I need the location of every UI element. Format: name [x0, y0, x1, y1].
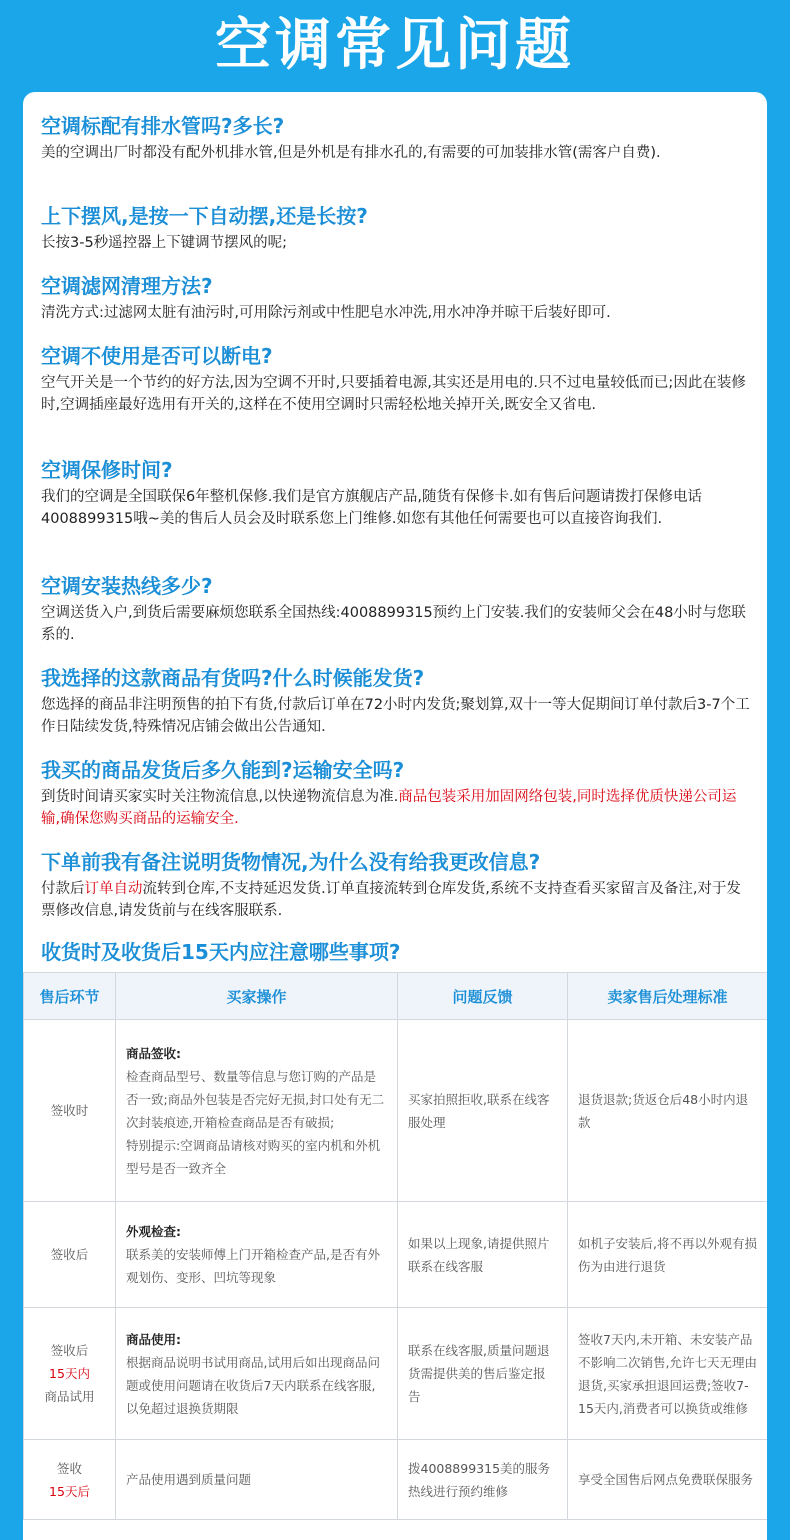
faq-question: 空调标配有排水管吗?多长?	[41, 114, 285, 138]
feedback-cell: 联系在线客服,质量问题退货需提供美的售后鉴定报告	[398, 1308, 568, 1440]
after-sales-table	[23, 972, 767, 1520]
feedback-cell: 如果以上现象,请提供照片联系在线客服	[398, 1202, 568, 1308]
faq-question: 空调安装热线多少?	[41, 574, 213, 598]
faq-item	[41, 848, 753, 922]
stage-cell: 签收后	[24, 1202, 116, 1308]
faq-answer	[41, 786, 753, 830]
action-cell	[116, 1202, 398, 1308]
action-text: 检查商品型号、数量等信息与您订购的产品是否一致;商品外包装是否完好无损,封口处有无二次封装痕迹,开箱检查商品是否有破损;	[126, 1068, 385, 1130]
stage-cell: 签收 15天后	[24, 1440, 116, 1520]
faq-item	[41, 342, 753, 416]
faq-answer	[41, 878, 753, 922]
table-row	[24, 1308, 768, 1440]
faq-item	[41, 938, 753, 966]
faq-item	[41, 112, 753, 164]
action-note: 特别提示:空调商品请核对购买的室内机和外机型号是否一致齐全	[126, 1137, 381, 1176]
page-title: 空调常见问题	[215, 13, 575, 78]
standard-cell: 享受全国售后网点免费联保服务	[568, 1440, 768, 1520]
faq-question: 我选择的这款商品有货吗?什么时候能发货?	[41, 666, 425, 690]
action-title: 商品签收:	[126, 1045, 181, 1061]
action-title: 外观检查:	[126, 1224, 181, 1239]
faq-question: 空调滤网清理方法?	[41, 274, 213, 298]
faq-question: 我买的商品发货后多久能到?运输安全吗?	[41, 758, 405, 782]
faq-question: 收货时及收货后15天内应注意哪些事项?	[41, 940, 401, 964]
action-text: 根据商品说明书试用商品,试用后如出现商品问题或使用问题请在收货后7天内联系在线客服,以免超过退换货期限	[126, 1354, 380, 1416]
table-row	[24, 1202, 768, 1308]
table-header: 售后环节	[24, 973, 116, 1020]
feedback-cell: 买家拍照拒收,联系在线客服处理	[398, 1020, 568, 1202]
faq-answer-text: 到货时间请买家实时关注物流信息,以快递物流信息为准.	[41, 789, 399, 805]
action-cell	[116, 1020, 398, 1202]
faq-question: 空调不使用是否可以断电?	[41, 344, 273, 368]
faq-answer: 空调送货入户,到货后需要麻烦您联系全国热线:4008899315预约上门安装.我们的安装师父会在48小时与您联系的.	[41, 605, 746, 643]
standard-cell: 退货退款;货返仓后48小时内退款	[568, 1020, 768, 1202]
faq-answer: 您选择的商品非注明预售的拍下有货,付款后订单在72小时内发货;聚划算,双十一等大促期间订单付款后3-7个工作日陆续发货,特殊情况店铺会做出公告通知.	[41, 697, 750, 735]
faq-answer: 我们的空调是全国联保6年整机保修.我们是官方旗舰店产品,随货有保修卡.如有售后问题请拨打保修电话4008899315哦~美的售后人员会及时联系您上门维修.如您有其他任何需要也可以直接咨询我们.	[41, 489, 703, 527]
faq-question: 空调保修时间?	[41, 458, 173, 482]
action-text: 联系美的安装师傅上门开箱检查产品,是否有外观划伤、变形、凹坑等现象	[126, 1247, 380, 1285]
table-row	[24, 1440, 768, 1520]
table-header-row	[24, 973, 768, 1020]
faq-item	[41, 756, 753, 830]
table-row	[24, 1020, 768, 1202]
faq-answer-highlight: 商品包装采用加固网络包装,同时选择优质快递公司运输,确保您购买商品的运输安全.	[41, 789, 737, 827]
faq-item	[41, 664, 753, 738]
feedback-cell: 拨4008899315美的服务热线进行预约维修	[398, 1440, 568, 1520]
faq-card	[23, 92, 767, 1540]
faq-question: 下单前我有备注说明货物情况,为什么没有给我更改信息?	[41, 850, 541, 874]
faq-answer: 清洗方式:过滤网太脏有油污时,可用除污剂或中性肥皂水冲洗,用水冲净并晾干后装好即可.	[41, 305, 611, 321]
faq-item	[41, 202, 753, 254]
faq-question: 上下摆风,是按一下自动摆,还是长按?	[41, 204, 368, 228]
stage-cell: 签收时	[24, 1020, 116, 1202]
faq-answer: 长按3-5秒遥控器上下键调节摆风的呢;	[41, 235, 288, 251]
action-cell	[116, 1308, 398, 1440]
faq-item	[41, 272, 753, 324]
faq-answer-text: 付款后	[41, 881, 85, 897]
faq-answer: 美的空调出厂时都没有配外机排水管,但是外机是有排水孔的,有需要的可加装排水管(需客户自费).	[41, 145, 661, 161]
table-header: 买家操作	[116, 973, 398, 1020]
table-header: 卖家售后处理标准	[568, 973, 768, 1020]
standard-cell: 签收7天内,未开箱、未安装产品不影响二次销售,允许七天无理由退货,买家承担退回运费;签收7-15天内,消费者可以换货或维修	[568, 1308, 768, 1440]
action-title: 商品使用:	[126, 1331, 181, 1347]
action-cell: 产品使用遇到质量问题	[116, 1440, 398, 1520]
standard-cell: 如机子安装后,将不再以外观有损伤为由进行退货	[568, 1202, 768, 1308]
faq-item	[41, 456, 753, 530]
stage-cell: 签收后 15天内 商品试用	[24, 1308, 116, 1440]
faq-answer: 空气开关是一个节约的好方法,因为空调不开时,只要插着电源,其实还是用电的.只不过电量较低而已;因此在装修时,空调插座最好选用有开关的,这样在不使用空调时只需轻松地关掉开关,既安全又省电.	[41, 375, 746, 413]
table-header: 问题反馈	[398, 973, 568, 1020]
faq-answer-text: 流转到仓库,不支持延迟发货.订单直接流转到仓库发货,系统不支持查看买家留言及备注,对于发票修改信息,请发货前与在线客服联系.	[41, 881, 741, 919]
faq-item	[41, 572, 753, 646]
faq-answer-highlight: 订单自动	[84, 881, 143, 897]
